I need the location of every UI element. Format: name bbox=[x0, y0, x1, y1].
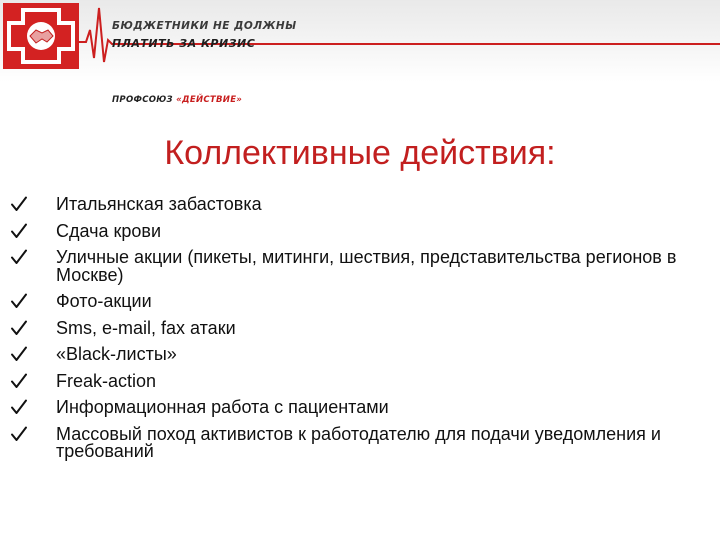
header-banner bbox=[0, 0, 720, 82]
checkmark-icon bbox=[10, 425, 30, 445]
slogan-line-2: ПЛАТИТЬ ЗА КРИЗИС bbox=[112, 37, 256, 50]
list-item bbox=[10, 293, 690, 311]
list-item-text: «Black-листы» bbox=[56, 344, 177, 364]
checkmark-icon bbox=[10, 222, 30, 242]
list-item-text: Уличные акции (пикеты, митинги, шествия, представительства регионов в Москве) bbox=[56, 247, 677, 285]
checkmark-icon bbox=[10, 372, 30, 392]
list-item bbox=[10, 423, 690, 461]
list-item-text: Массовый поход активистов к работодателю для подачи уведомления и требований bbox=[56, 423, 661, 461]
list-item bbox=[10, 317, 690, 338]
slogan-line-1: БЮДЖЕТНИКИ НЕ ДОЛЖНЫ bbox=[112, 20, 297, 32]
checkmark-icon bbox=[10, 398, 30, 418]
union-prefix: ПРОФСОЮЗ bbox=[112, 95, 173, 105]
list-item-text: Сдача крови bbox=[56, 220, 162, 241]
list-item bbox=[10, 370, 690, 391]
checkmark-icon bbox=[10, 319, 30, 339]
checkmark-icon bbox=[10, 195, 30, 215]
red-cross-handshake-icon bbox=[2, 2, 82, 70]
list-item bbox=[10, 249, 690, 284]
list-item bbox=[10, 196, 690, 214]
checkmark-icon bbox=[10, 248, 30, 268]
list-item bbox=[10, 399, 690, 417]
list-item-text: Фото-акции bbox=[56, 291, 152, 311]
checkmark-icon bbox=[10, 345, 30, 365]
list-item-text: Информационная работа с пациентами bbox=[56, 397, 389, 417]
union-name bbox=[112, 95, 242, 105]
actions-list bbox=[10, 196, 690, 470]
heartbeat-line-icon bbox=[78, 0, 720, 70]
list-item-text: Sms, e-mail, fax атаки bbox=[56, 317, 236, 338]
list-item-text: Итальянская забастовка bbox=[56, 194, 262, 214]
list-item-text: Freak-action bbox=[56, 370, 157, 391]
slide-title: Коллективные действия: bbox=[164, 134, 556, 172]
union-title: «ДЕЙСТВИЕ» bbox=[176, 95, 243, 105]
list-item bbox=[10, 346, 690, 364]
list-item bbox=[10, 220, 690, 241]
checkmark-icon bbox=[10, 292, 30, 312]
